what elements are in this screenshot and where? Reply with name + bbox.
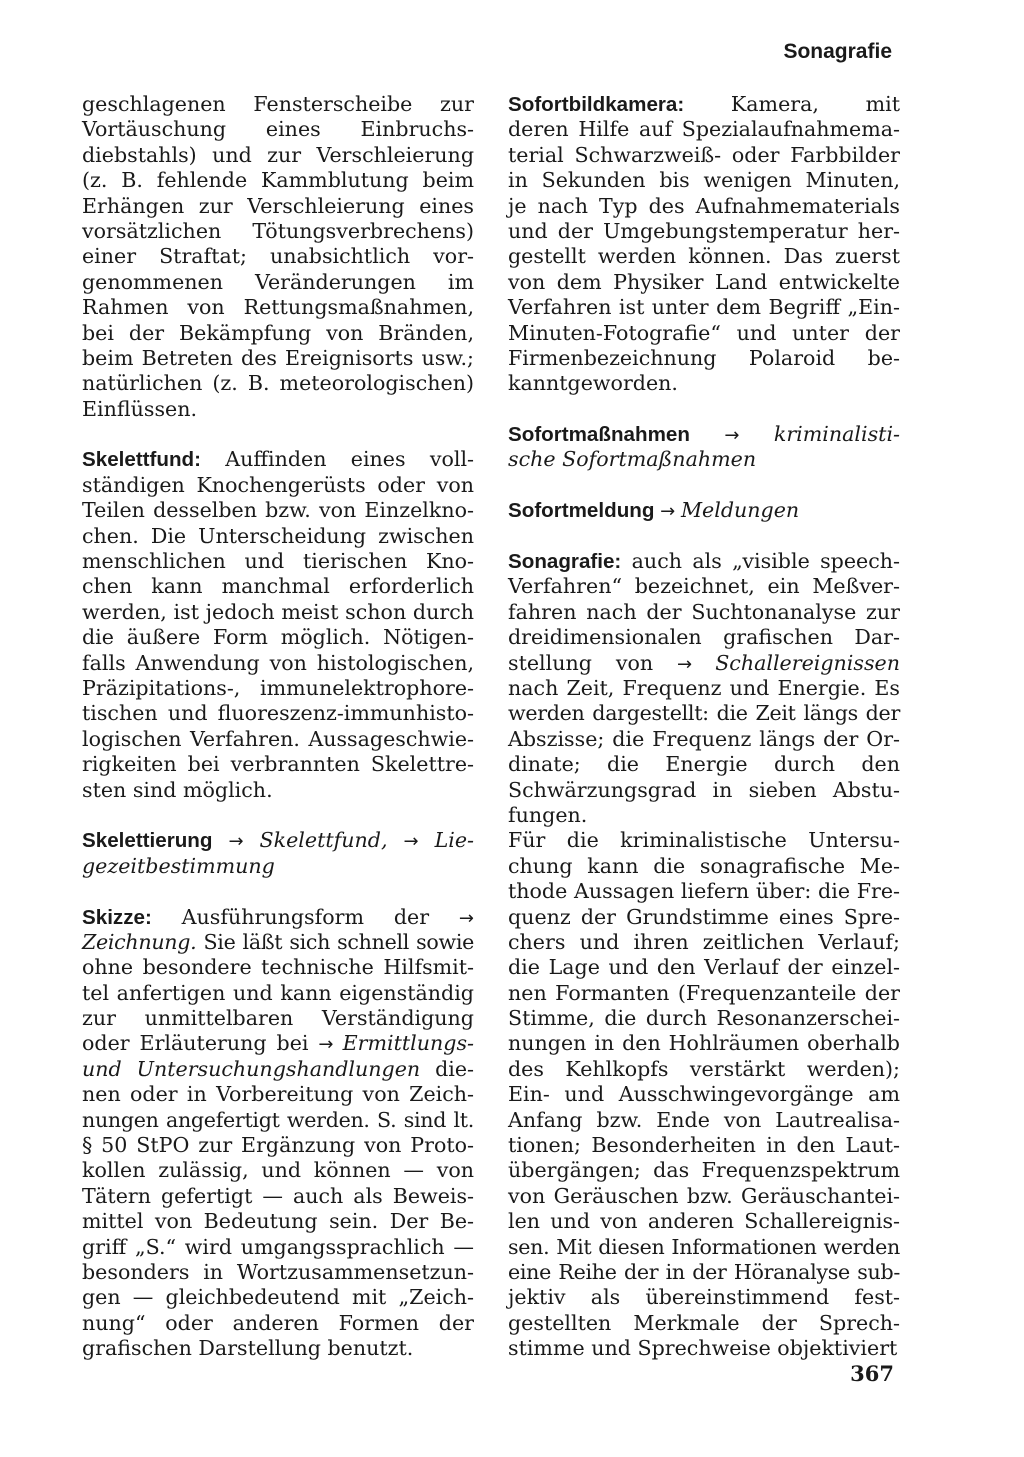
body-text: Ausführungsform der xyxy=(151,904,459,929)
body-text: terial Schwarzweiß- oder Farbbilder xyxy=(508,142,900,167)
text-line xyxy=(508,168,900,193)
cross-reference: Schallereignissen xyxy=(715,650,900,675)
body-text: Stimme, die durch Resonanzerschei- xyxy=(508,1006,900,1031)
text-line xyxy=(508,295,900,320)
text-line xyxy=(508,625,900,650)
text-line xyxy=(508,1184,900,1209)
text-line xyxy=(82,1108,474,1133)
body-text: Für die kriminalistische Untersu- xyxy=(508,828,900,853)
body-text: und der Umgebungstemperatur her- xyxy=(508,218,900,243)
text-line xyxy=(508,422,900,447)
body-text: stellung von xyxy=(508,650,678,675)
body-text: ohne besondere technische Hilfsmit- xyxy=(82,955,474,980)
body-text: die Lage und den Verlauf der einzel- xyxy=(508,955,900,980)
body-text: die- xyxy=(420,1056,475,1081)
text-line xyxy=(508,930,900,955)
text-line xyxy=(82,219,474,244)
text-line xyxy=(82,1311,474,1336)
body-text: Kamera, mit xyxy=(684,92,900,116)
text-line xyxy=(82,1158,474,1183)
text-line xyxy=(508,651,900,676)
body-text: griff „S.“ wird umgangssprachlich — xyxy=(82,1234,474,1259)
text-line xyxy=(508,194,900,219)
body-text: gestellt werden können. Das zuerst xyxy=(508,244,900,269)
body-text: rigkeiten bei verbrannten Skelettre- xyxy=(82,752,474,777)
body-text: Teilen desselben bzw. von Einzelkno- xyxy=(82,498,474,523)
text-line xyxy=(82,1209,474,1234)
paragraph-gap xyxy=(508,524,900,549)
text-line xyxy=(82,397,474,422)
body-text: Verfahren ist unter dem Begriff „Ein- xyxy=(508,295,900,320)
text-line xyxy=(508,1108,900,1133)
text-line xyxy=(508,92,900,117)
body-text: Präzipitations-, immunelektrophore- xyxy=(82,675,474,700)
body-text: eine Reihe der in der Höranalyse sub- xyxy=(508,1259,900,1284)
text-line xyxy=(508,727,900,752)
arrow-icon: → xyxy=(654,501,681,523)
body-text: des Kehlkopfs verstärkt werden); xyxy=(508,1056,900,1081)
text-line xyxy=(82,1031,474,1056)
body-text: Schwärzungsgrad in sieben Abstu- xyxy=(508,777,900,802)
text-line xyxy=(82,295,474,320)
text-line xyxy=(82,447,474,472)
body-text: gen — gleichbedeutend mit „Zeich- xyxy=(82,1285,474,1310)
body-text: logischen Verfahren. Aussageschwie- xyxy=(82,726,474,751)
text-line xyxy=(82,574,474,599)
body-text: nung“ oder anderen Formen der xyxy=(82,1310,474,1335)
cross-reference: Lie- xyxy=(434,828,474,853)
cross-reference: kriminalisti- xyxy=(773,422,900,447)
body-text: geschlagenen Fensterscheibe zur xyxy=(82,92,474,116)
body-text: auch als „visible speech- xyxy=(621,549,900,574)
running-head: Sonagrafie xyxy=(783,40,892,63)
body-text: nen oder in Vorbereitung von Zeich- xyxy=(82,1082,474,1107)
body-text: werden, ist jedoch meist schon durch xyxy=(82,599,474,624)
arrow-icon: → xyxy=(387,831,435,853)
body-text: thode Aussagen liefern über: die Fre- xyxy=(508,879,900,904)
text-line xyxy=(508,752,900,777)
text-line xyxy=(508,981,900,1006)
text-line xyxy=(508,574,900,599)
text-line xyxy=(82,676,474,701)
text-line xyxy=(82,651,474,676)
body-text: Sie läßt sich schnell sowie xyxy=(196,929,474,954)
text-line xyxy=(82,244,474,269)
body-text: einer Straftat; unabsichtlich vor- xyxy=(82,244,474,269)
text-line xyxy=(82,981,474,1006)
paragraph-gap xyxy=(508,473,900,498)
entry-term: Sofortbildkamera: xyxy=(508,93,685,116)
body-text: bei der Bekämpfung von Bränden, xyxy=(82,320,474,345)
body-text: chen. Die Unterscheidung zwischen xyxy=(82,523,474,548)
cross-reference: sche Sofortmaßnahmen xyxy=(508,447,757,472)
text-line xyxy=(508,244,900,269)
text-line xyxy=(508,270,900,295)
text-line xyxy=(82,930,474,955)
body-text: beim Betreten des Ereignisorts usw.; xyxy=(82,345,474,370)
body-text: Rahmen von Rettungsmaßnahmen, xyxy=(82,295,474,320)
text-line xyxy=(82,600,474,625)
body-text: stimme und Sprechweise objektiviert xyxy=(508,1336,898,1361)
text-line xyxy=(82,270,474,295)
text-line xyxy=(508,600,900,625)
body-text: zur unmittelbaren Verständigung xyxy=(82,1006,474,1031)
text-line xyxy=(508,1031,900,1056)
body-text: tel anfertigen und kann eigenständig xyxy=(82,980,474,1005)
text-line xyxy=(508,143,900,168)
text-line xyxy=(82,1057,474,1082)
body-text: nach Zeit, Frequenz und Energie. Es xyxy=(508,675,900,700)
text-line xyxy=(82,854,474,879)
body-text: diebstahls) und zur Verschleierung xyxy=(82,142,474,167)
body-text: dinate; die Energie durch den xyxy=(508,752,900,777)
body-text: Minuten-Fotografie“ und unter der xyxy=(508,320,900,345)
text-line xyxy=(508,1158,900,1183)
text-line xyxy=(508,1285,900,1310)
text-line xyxy=(508,117,900,142)
text-line xyxy=(82,752,474,777)
text-line xyxy=(508,219,900,244)
body-text: chen kann manchmal erforderlich xyxy=(82,574,474,599)
arrow-icon: → xyxy=(458,907,474,929)
body-text: falls Anwendung von histologischen, xyxy=(82,650,474,675)
body-text: Verfahren“ bezeichnet, ein Meßver- xyxy=(508,574,900,599)
text-line xyxy=(508,447,900,472)
body-text: kollen zulässig, und können — von xyxy=(82,1158,474,1183)
text-line xyxy=(508,854,900,879)
body-text: die äußere Form möglich. Nötigen- xyxy=(82,625,474,650)
text-line xyxy=(82,321,474,346)
text-line xyxy=(82,117,474,142)
entry-term: Sofortmaßnahmen xyxy=(508,423,690,447)
text-line xyxy=(82,1184,474,1209)
body-text: gestellten Merkmale der Sprech- xyxy=(508,1310,900,1335)
arrow-icon: → xyxy=(689,425,774,447)
body-text: fahren nach der Suchtonanalyse zur xyxy=(508,599,900,624)
cross-reference: Skelettfund, xyxy=(259,828,388,853)
body-text: Abszisse; die Frequenz längs der Or- xyxy=(508,726,900,751)
body-text: von Geräuschen bzw. Geräuschantei- xyxy=(508,1183,900,1208)
text-line xyxy=(508,1235,900,1260)
body-text: von dem Physiker Land entwickelte xyxy=(508,269,900,294)
body-text: chers und ihren zeitlichen Verlauf; xyxy=(508,929,900,954)
cross-reference: Ermittlungs- xyxy=(342,1031,474,1056)
cross-reference: gezeitbestimmung xyxy=(82,853,275,878)
paragraph-gap xyxy=(82,803,474,828)
body-text: grafischen Darstellung benutzt. xyxy=(82,1336,414,1361)
text-line xyxy=(508,778,900,803)
body-text: oder Erläuterung bei xyxy=(82,1031,319,1056)
cross-reference: Meldungen xyxy=(680,498,800,523)
page-number: 367 xyxy=(850,1361,894,1386)
entry-term: Skizze: xyxy=(82,905,152,929)
text-line xyxy=(82,1133,474,1158)
text-line xyxy=(82,778,474,803)
text-line xyxy=(508,549,900,574)
body-text: genommenen Veränderungen im xyxy=(82,269,474,294)
body-text: quenz der Grundstimme eines Spre- xyxy=(508,904,900,929)
text-line xyxy=(508,1311,900,1336)
text-line xyxy=(508,905,900,930)
body-text: Erhängen zur Verschleierung eines xyxy=(82,193,474,218)
text-line xyxy=(508,321,900,346)
body-text: fungen. xyxy=(508,802,588,827)
text-line xyxy=(82,828,474,853)
text-line xyxy=(82,1006,474,1031)
body-text: tionen; Besonderheiten in den Laut- xyxy=(508,1133,900,1158)
body-text: § 50 StPO zur Ergänzung von Proto- xyxy=(82,1133,474,1158)
left-column xyxy=(82,92,474,1362)
body-text: jektiv als übereinstimmend fest- xyxy=(508,1285,900,1310)
body-text: nen Formanten (Frequenzanteile der xyxy=(508,980,900,1005)
body-text: mittel von Bedeutung sein. Der Be- xyxy=(82,1209,474,1234)
text-line xyxy=(508,371,900,396)
body-text: je nach Typ des Aufnahmematerials xyxy=(508,193,900,218)
text-line xyxy=(82,498,474,523)
body-text: in Sekunden bis wenigen Minuten, xyxy=(508,168,900,193)
text-line xyxy=(508,1082,900,1107)
body-text: (z. B. fehlende Kammblutung beim xyxy=(82,168,474,193)
body-text: sen. Mit diesen Informationen werden xyxy=(508,1234,900,1259)
text-line xyxy=(82,346,474,371)
text-line xyxy=(508,701,900,726)
text-line xyxy=(82,1260,474,1285)
body-text: übergängen; das Frequenzspektrum xyxy=(508,1158,900,1183)
text-line xyxy=(508,1133,900,1158)
text-line xyxy=(82,905,474,930)
body-text: besonders in Wortzusammensetzun- xyxy=(82,1259,474,1284)
text-line xyxy=(508,955,900,980)
text-line xyxy=(508,1209,900,1234)
body-text: Firmenbezeichnung Polaroid be- xyxy=(508,345,900,370)
text-line xyxy=(508,828,900,853)
body-text: Auffinden eines voll- xyxy=(201,447,474,472)
arrow-icon: → xyxy=(318,1034,343,1056)
paragraph-gap xyxy=(82,422,474,447)
body-text: tischen und fluoreszenz-immunhisto- xyxy=(82,701,474,726)
text-line xyxy=(82,143,474,168)
text-line xyxy=(82,727,474,752)
text-line xyxy=(82,549,474,574)
body-text: menschlichen und tierischen Kno- xyxy=(82,549,474,574)
text-line xyxy=(82,371,474,396)
text-line xyxy=(508,879,900,904)
arrow-icon: → xyxy=(212,831,260,853)
body-text: vorsätzlichen Tötungsverbrechens) xyxy=(82,218,474,243)
entry-term: Skelettfund: xyxy=(82,448,201,472)
text-line xyxy=(508,498,900,523)
body-text: Tätern gefertigt — auch als Beweis- xyxy=(82,1183,474,1208)
paragraph-gap xyxy=(508,397,900,422)
entry-term: Sonagrafie: xyxy=(508,550,622,574)
body-text: nungen in den Hohlräumen oberhalb xyxy=(508,1031,900,1056)
text-line xyxy=(82,168,474,193)
cross-reference: Zeichnung. xyxy=(82,929,197,954)
body-text: deren Hilfe auf Spezialaufnahmema- xyxy=(508,117,900,142)
body-text: sten sind möglich. xyxy=(82,777,273,802)
cross-reference: und Untersuchungshandlungen xyxy=(82,1056,421,1081)
body-text: ständigen Knochengerüsts oder von xyxy=(82,472,474,497)
text-line xyxy=(508,676,900,701)
body-text: chung kann die sonagrafische Me- xyxy=(508,853,900,878)
text-line xyxy=(82,1235,474,1260)
text-line xyxy=(508,1057,900,1082)
text-line xyxy=(82,194,474,219)
body-text: len und von anderen Schallereignis- xyxy=(508,1209,900,1234)
text-line xyxy=(82,1336,474,1361)
body-text: Ein- und Ausschwingevorgänge am xyxy=(508,1082,900,1107)
body-text: dreidimensionalen grafischen Dar- xyxy=(508,625,900,650)
text-line xyxy=(508,1006,900,1031)
paragraph-gap xyxy=(82,879,474,904)
text-line xyxy=(508,803,900,828)
text-line xyxy=(82,524,474,549)
right-column xyxy=(508,92,900,1362)
text-line xyxy=(82,701,474,726)
text-line xyxy=(82,473,474,498)
text-line xyxy=(82,1285,474,1310)
text-line xyxy=(82,92,474,117)
body-text: nungen angefertigt werden. S. sind lt. xyxy=(82,1107,474,1132)
text-line xyxy=(508,346,900,371)
text-line xyxy=(82,955,474,980)
text-line xyxy=(508,1260,900,1285)
body-text: Vortäuschung eines Einbruchs- xyxy=(82,117,474,142)
body-text: natürlichen (z. B. meteorologischen) xyxy=(82,371,474,396)
text-line xyxy=(508,1336,900,1361)
text-line xyxy=(82,1082,474,1107)
body-text: kanntgeworden. xyxy=(508,371,678,396)
entry-term: Skelettierung xyxy=(82,829,213,853)
arrow-icon: → xyxy=(677,653,716,675)
text-line xyxy=(82,625,474,650)
entry-term: Sofortmeldung xyxy=(508,499,655,523)
body-text: Einflüssen. xyxy=(82,396,198,421)
body-text: Anfang bzw. Ende von Lautrealisa- xyxy=(508,1107,900,1132)
body-text: werden dargestellt: die Zeit längs der xyxy=(508,701,900,726)
